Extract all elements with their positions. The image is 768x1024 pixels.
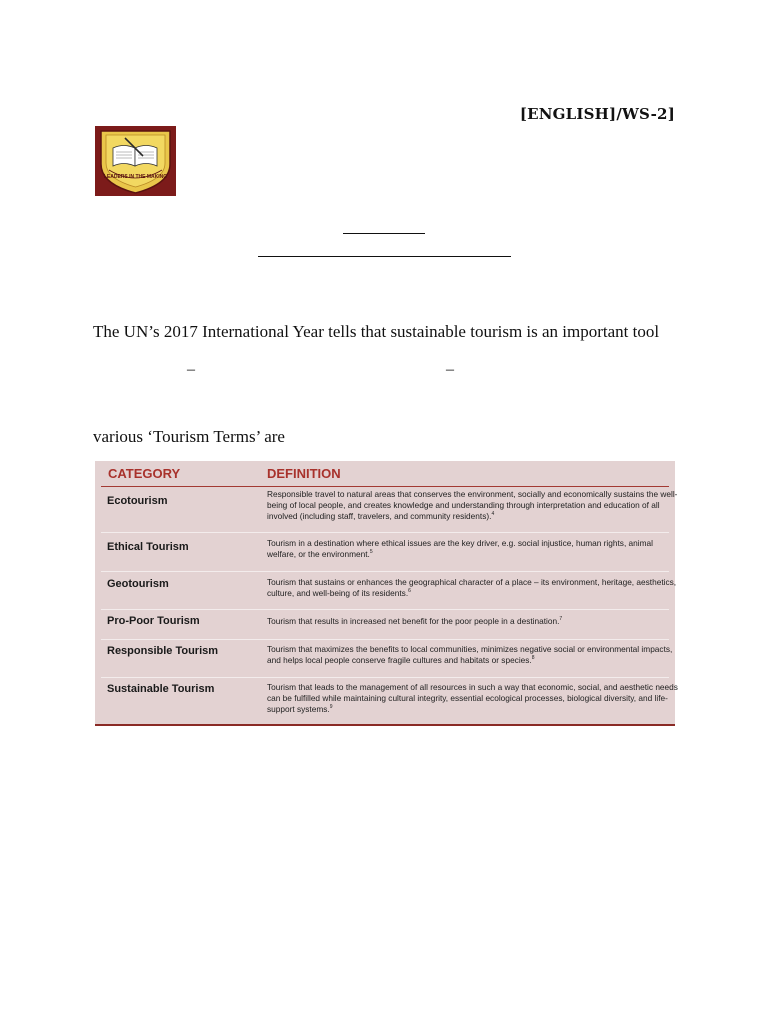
blank-dash-left: – bbox=[187, 361, 195, 378]
row-definition: Tourism that leads to the management of all resources in such a way that economic, social, and aesthetic needs can be fulfilled while maintaining cultural integrity, essential ecological processes, biological diversity, and life-support systems.$^9$ bbox=[267, 682, 678, 714]
tourism-terms-table bbox=[95, 461, 678, 726]
table-row bbox=[101, 572, 677, 610]
subtitle-blank-line bbox=[258, 256, 511, 257]
row-definition: Tourism that results in increased net benefit for the poor people in a destination.$^7$ bbox=[267, 616, 563, 626]
table-row bbox=[101, 488, 678, 533]
intro-paragraph: The UN’s 2017 International Year tells that sustainable tourism is an important tool bbox=[93, 322, 660, 341]
table-bottom-border bbox=[95, 724, 675, 726]
category-header: CATEGORY bbox=[108, 466, 181, 481]
worksheet-code: [ENGLISH]/WS-2] bbox=[519, 105, 675, 123]
row-definition: Tourism in a destination where ethical issues are the key driver, e.g. social injustice, human rights, animal welfare, or the environment.$^5$ bbox=[267, 538, 653, 559]
school-crest-icon bbox=[95, 126, 176, 196]
svg-text:LEADERS IN THE MAKING: LEADERS IN THE MAKING bbox=[103, 174, 168, 180]
row-definition: Tourism that sustains or enhances the geographical character of a place – its environment, heritage, aesthetics, culture, and well-being of its residents.$^6$ bbox=[267, 577, 677, 598]
blank-dash-right: – bbox=[446, 361, 454, 378]
terms-intro: various ‘Tourism Terms’ are bbox=[93, 427, 285, 446]
row-category: Responsible Tourism bbox=[107, 645, 219, 657]
row-category: Geotourism bbox=[107, 578, 169, 590]
row-definition: Tourism that maximizes the benefits to local communities, minimizes negative social or environmental impacts, and helps local people conserve fragile cultures and habitats or species.$^8$ bbox=[267, 644, 673, 665]
row-definition: Responsible travel to natural areas that conserves the environment, socially and economically sustains the well-being of local people, and creates knowledge and understanding through interpretation and education of all involved (including staff, travelers, and community residents).$^4$ bbox=[267, 489, 678, 521]
row-category: Ecotourism bbox=[107, 495, 168, 507]
table-row bbox=[101, 678, 678, 723]
table-header bbox=[101, 461, 669, 487]
table-row bbox=[101, 640, 673, 678]
row-category: Pro-Poor Tourism bbox=[107, 615, 200, 627]
school-logo bbox=[95, 126, 176, 196]
table-row bbox=[101, 533, 669, 572]
definition-header: DEFINITION bbox=[267, 466, 341, 481]
title-blank-line bbox=[343, 233, 425, 234]
table-row bbox=[101, 610, 669, 640]
row-category: Sustainable Tourism bbox=[107, 683, 215, 695]
row-category: Ethical Tourism bbox=[107, 541, 189, 553]
